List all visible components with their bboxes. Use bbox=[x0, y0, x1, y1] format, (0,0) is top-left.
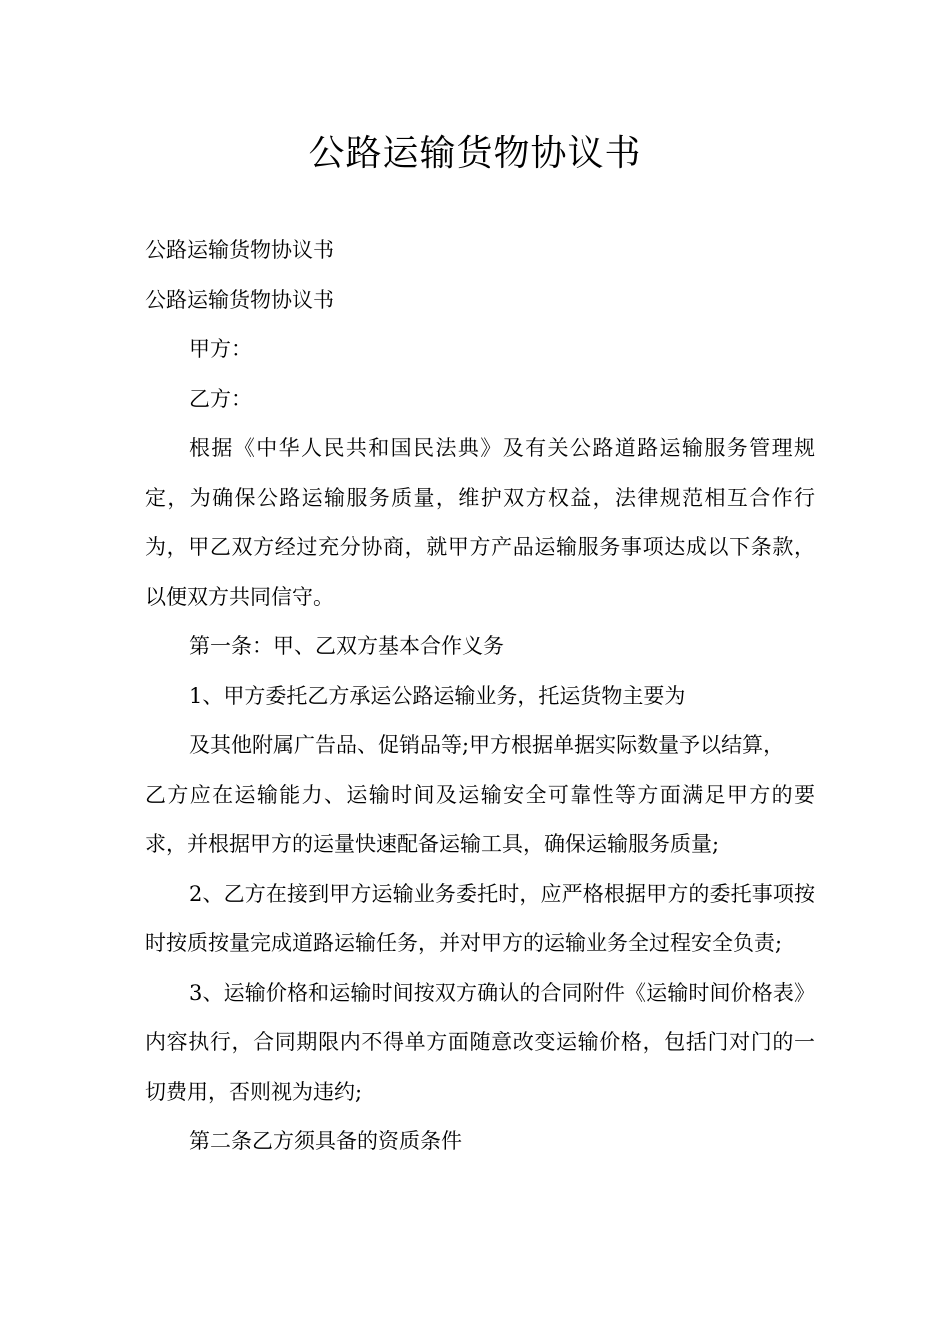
clause-3: 3、运输价格和运输时间按双方确认的合同附件《运输时间价格表》内容执行，合同期限内不得单方面随意改变运输价格，包括门对门的一切费用，否则视为违约; bbox=[145, 980, 815, 1104]
clause-1-intro: 1、甲方委托乙方承运公路运输业务，托运货物主要为 bbox=[189, 683, 686, 708]
paragraph-heading-repeat-1: 公路运输货物协议书 bbox=[145, 238, 334, 262]
clause-2: 2、乙方在接到甲方运输业务委托时，应严格根据甲方的委托事项按时按质按量完成道路运输任务，并对甲方的运输业务全过程安全负责; bbox=[145, 881, 815, 955]
party-b-line: 乙方： bbox=[189, 386, 252, 411]
article-1-heading: 第一条：甲、乙双方基本合作义务 bbox=[189, 634, 504, 658]
clause-1-continuation: 及其他附属广告品、促销品等;甲方根据单据实际数量予以结算， bbox=[189, 733, 785, 757]
document-title: 公路运输货物协议书 bbox=[308, 133, 642, 174]
clause-1-body: 乙方应在运输能力、运输时间及运输安全可靠性等方面满足甲方的要求，并根据甲方的运量快速配备运输工具，确保运输服务质量; bbox=[145, 782, 815, 856]
article-2-heading: 第二条乙方须具备的资质条件 bbox=[189, 1129, 462, 1153]
document-body bbox=[145, 226, 815, 1167]
preamble-paragraph: 根据《中华人民共和国民法典》及有关公路道路运输服务管理规定，为确保公路运输服务质量，维护双方权益，法律规范相互合作行为，甲乙双方经过充分协商，就甲方产品运输服务事项达成以下条款，以便双方共同信守。 bbox=[145, 436, 815, 609]
paragraph-heading-repeat-2: 公路运输货物协议书 bbox=[145, 287, 334, 312]
party-a-line: 甲方： bbox=[189, 337, 252, 361]
